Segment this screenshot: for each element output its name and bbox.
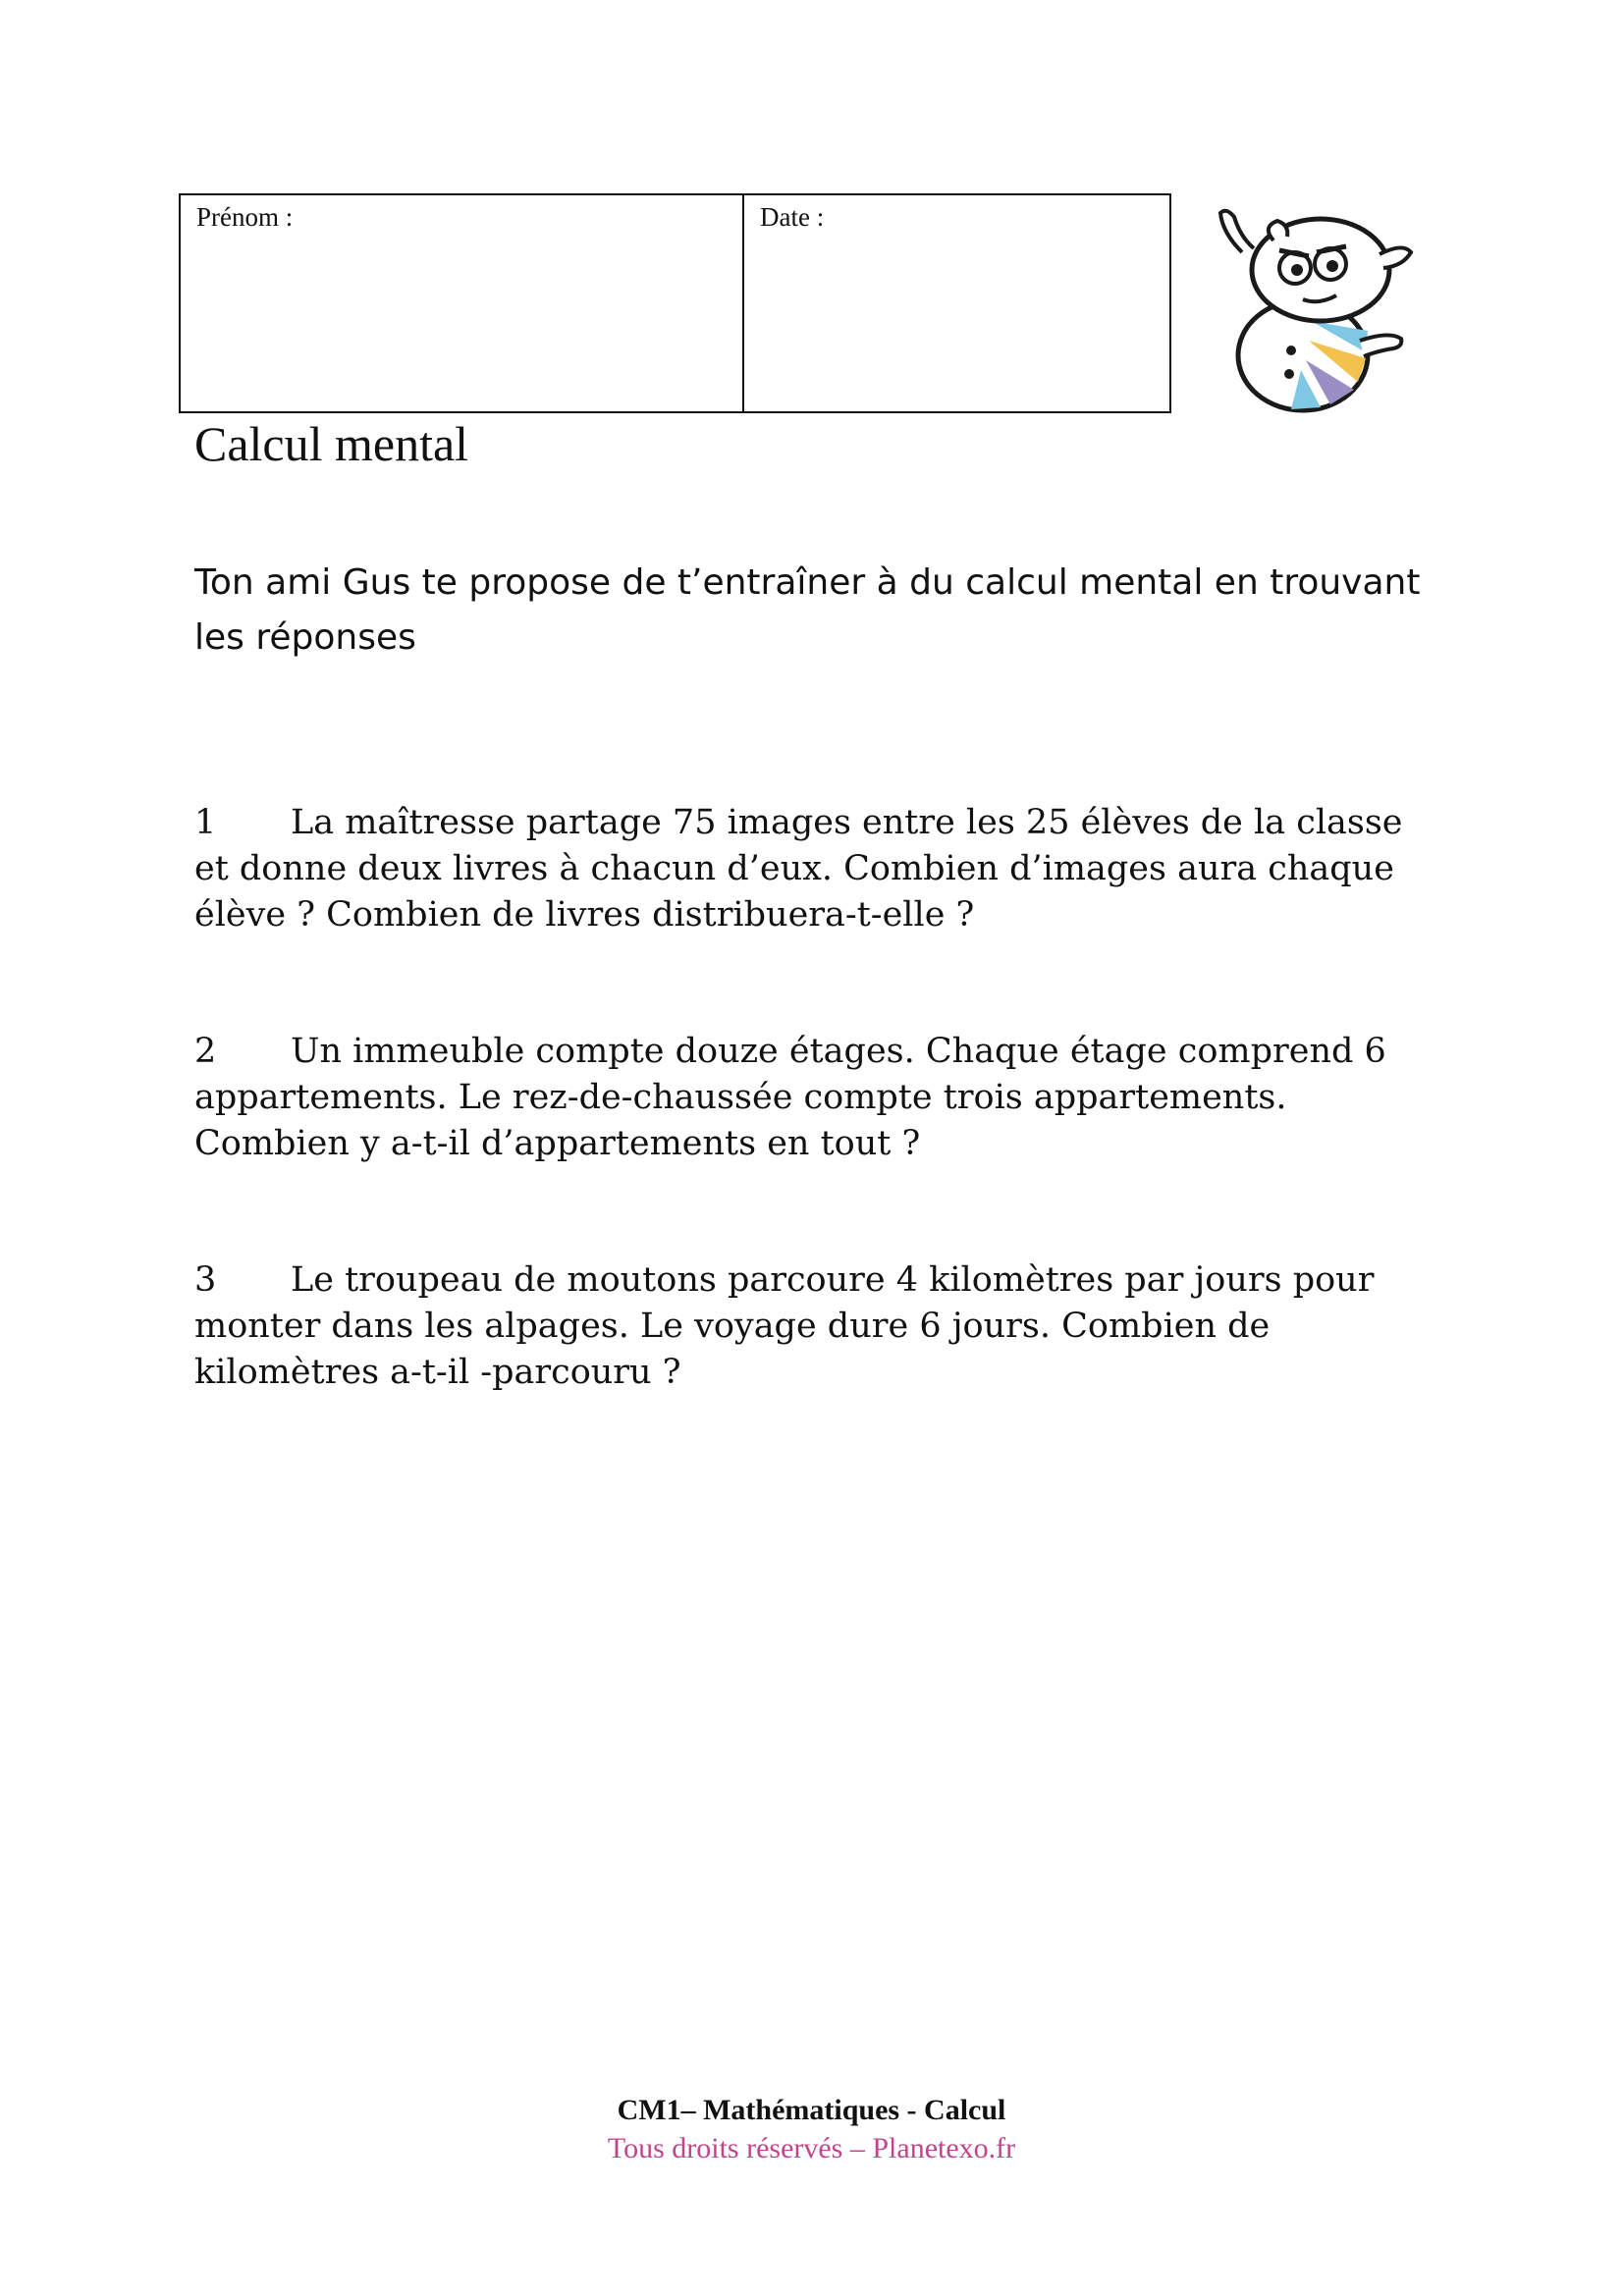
question-text: Le troupeau de moutons parcoure 4 kilomètres par jours pour monter dans les alpages. Le voyage dure 6 jours. Combien de kilomètres a-t-il -parcouru ? [194, 1260, 1375, 1392]
page-title: Calcul mental [194, 416, 469, 471]
question-2 [194, 1029, 1432, 1167]
question-number: 1 [194, 803, 217, 842]
question-text: La maîtresse partage 75 images entre les 25 élèves de la classe et donne deux livres à chacun d’eux. Combien d’images aura chaque élève ? Combien de livres distribuera-t-elle ? [194, 803, 1403, 934]
date-field[interactable] [744, 195, 1169, 411]
footer-subject: CM1– Mathématiques - Calcul [617, 2094, 1006, 2126]
question-number: 2 [194, 1032, 217, 1071]
question-number: 3 [194, 1260, 217, 1300]
prenom-field[interactable] [181, 195, 744, 411]
footer-copyright: Tous droits réservés – Planetexo.fr [607, 2132, 1016, 2164]
sheep-mascot-icon [1193, 193, 1419, 419]
question-1 [194, 800, 1432, 938]
question-3 [194, 1257, 1432, 1396]
intro-text: Ton ami Gus te propose de t’entraîner à du calcul mental en trouvant les réponses [194, 562, 1421, 658]
student-info-table [179, 193, 1171, 413]
prenom-label: Prénom : [196, 202, 294, 232]
date-label: Date : [760, 202, 825, 232]
question-text: Un immeuble compte douze étages. Chaque étage comprend 6 appartements. Le rez-de-chaussée compte trois appartements. Combien y a-t-il d’appartements en tout ? [194, 1032, 1386, 1163]
